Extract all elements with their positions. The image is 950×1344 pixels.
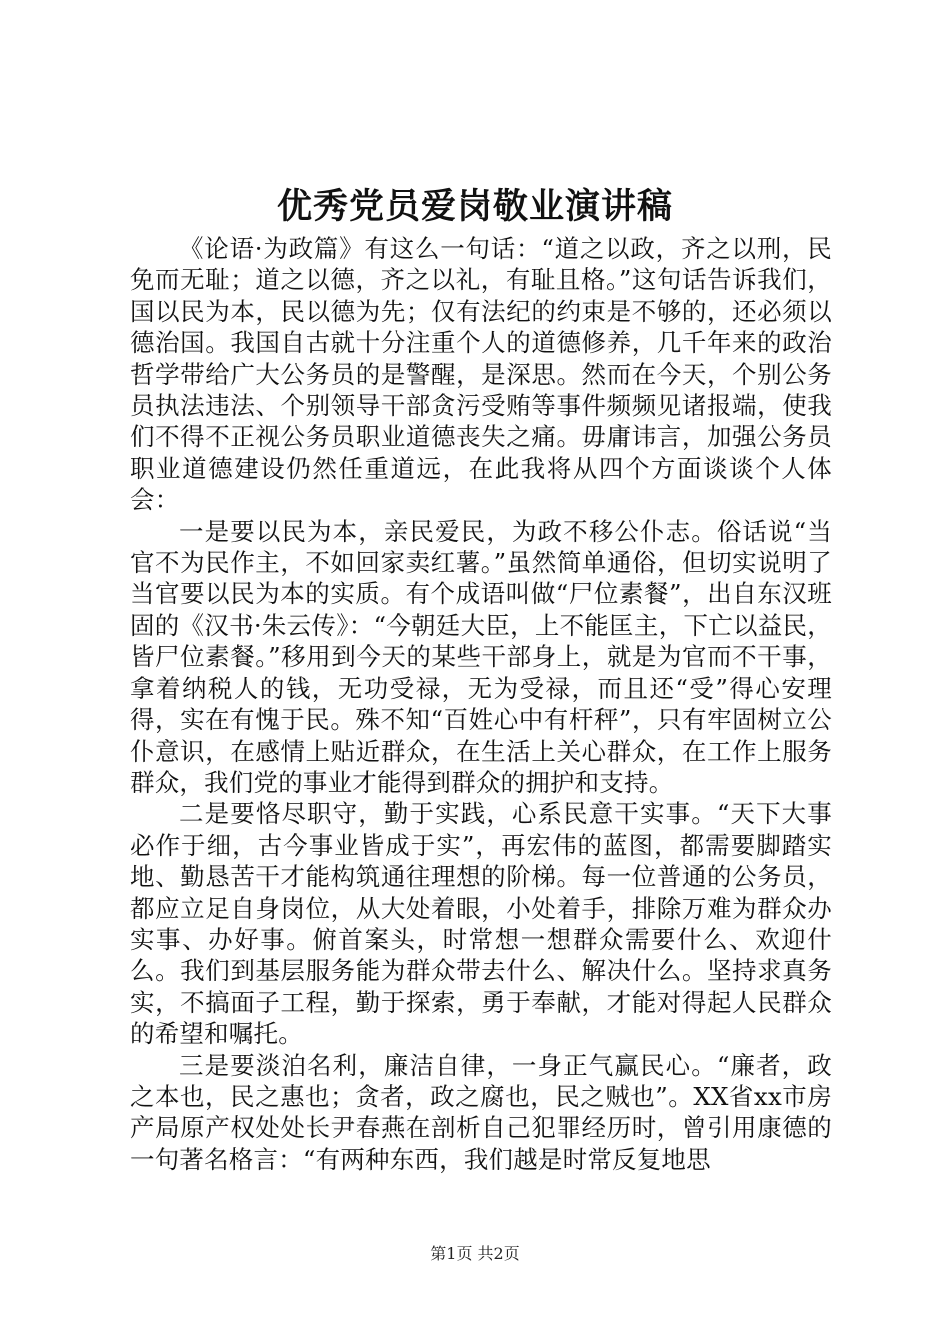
paragraph-point-one: 一是要以民为本，亲民爱民，为政不移公仆志。俗话说“当官不为民作主，不如回家卖红薯。”虽然简单通俗，但切实说明了当官要以民为本的实质。有个成语叫做“尸位素餐”，出自东汉班固的《汉书·朱云传》：“今朝廷大臣，上不能匡主，下亡以益民，皆尸位素餐。”移用到今天的某些干部身上，就是为官而不干事，拿着纳税人的钱，无功受禄，无为受禄，而且还“受”得心安理得，实在有愧于民。殊不知“百姓心中有杆秤”，只有牢固树立公仆意识，在感情上贴近群众，在生活上关心群众，在工作上服务群众，我们党的事业才能得到群众的拥护和支持。 <box>130 516 832 797</box>
paragraph-intro: 《论语·为政篇》有这么一句话：“道之以政，齐之以刑，民免而无耻；道之以德，齐之以礼，有耻且格。”这句话告诉我们，国以民为本，民以德为先；仅有法纪的约束是不够的，还必须以德治国。我国自古就十分注重个人的道德修养，几千年来的政治哲学带给广大公务员的是警醒，是深思。然而在今天，个别公务员执法违法、个别领导干部贪污受贿等事件频频见诸报端，使我们不得不正视公务员职业道德丧失之痛。毋庸讳言，加强公务员职业道德建设仍然任重道远，在此我将从四个方面谈谈个人体会： <box>130 234 832 515</box>
document-body <box>130 233 832 1175</box>
document-title: 优秀党员爱岗敬业演讲稿 <box>276 186 673 227</box>
paragraph-point-three: 三是要淡泊名利，廉洁自律，一身正气赢民心。“廉者，政之本也，民之惠也；贪者，政之腐也，民之贼也”。XX省xx市房产局原产权处处长尹春燕在剖析自己犯罪经历时，曾引用康德的一句著名格言：“有两种东西，我们越是时常反复地思 <box>130 1050 832 1174</box>
paragraph-point-two: 二是要恪尽职守，勤于实践，心系民意干实事。“天下大事必作于细，古今事业皆成于实”，再宏伟的蓝图，都需要脚踏实地、勤恳苦干才能构筑通往理想的阶梯。每一位普通的公务员，都应立足自身岗位，从大处着眼，小处着手，排除万难为群众办实事、办好事。俯首案头，时常想一想群众需要什么、欢迎什么。我们到基层服务能为群众带去什么、解决什么。坚持求真务实，不搞面子工程，勤于探索，勇于奉献，才能对得起人民群众的希望和嘱托。 <box>130 799 832 1049</box>
page-number-footer: 第1页 共2页 <box>430 1244 520 1263</box>
